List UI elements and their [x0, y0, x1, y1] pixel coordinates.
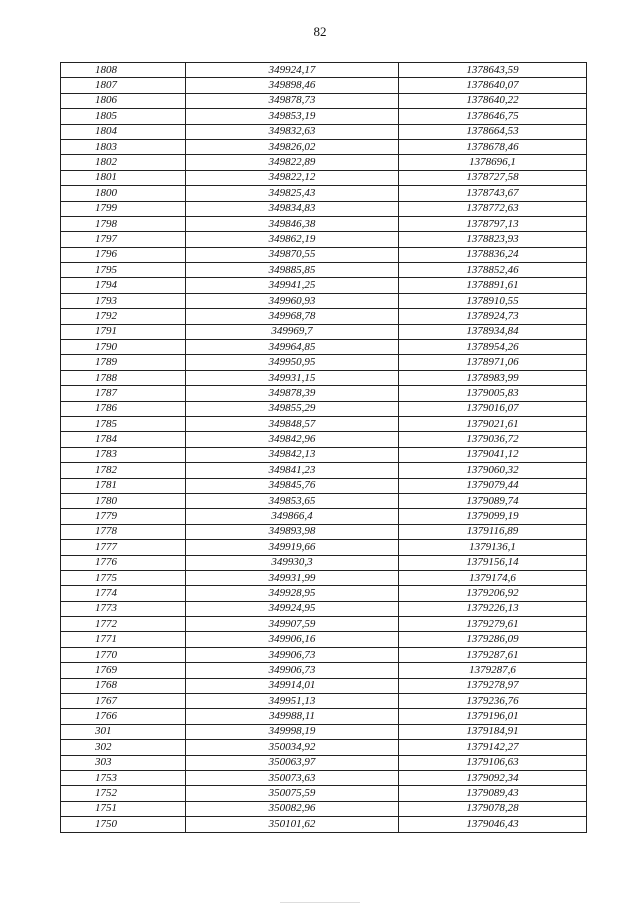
point-number-cell: 1783 [61, 447, 186, 462]
point-number-cell: 1778 [61, 524, 186, 539]
table-row [61, 432, 587, 447]
point-number-cell: 1788 [61, 370, 186, 385]
table-row [61, 355, 587, 370]
x-coordinate-cell: 349907,59 [186, 617, 399, 632]
y-coordinate-cell: 1379286,09 [399, 632, 587, 647]
point-number-cell: 1801 [61, 170, 186, 185]
point-number-cell: 1795 [61, 263, 186, 278]
table-row [61, 124, 587, 139]
point-number-cell: 1771 [61, 632, 186, 647]
x-coordinate-cell: 349960,93 [186, 293, 399, 308]
table-row [61, 617, 587, 632]
point-number-cell: 1779 [61, 509, 186, 524]
table-row [61, 416, 587, 431]
table-row [61, 278, 587, 293]
x-coordinate-cell: 349988,11 [186, 709, 399, 724]
y-coordinate-cell: 1379136,1 [399, 540, 587, 555]
page-number: 82 [313, 24, 327, 39]
x-coordinate-cell: 349919,66 [186, 540, 399, 555]
x-coordinate-cell: 350063,97 [186, 755, 399, 770]
y-coordinate-cell: 1379184,91 [399, 724, 587, 739]
table-row [61, 139, 587, 154]
point-number-cell: 1786 [61, 401, 186, 416]
x-coordinate-cell: 349941,25 [186, 278, 399, 293]
y-coordinate-cell: 1379287,61 [399, 647, 587, 662]
x-coordinate-cell: 350075,59 [186, 786, 399, 801]
table-row [61, 93, 587, 108]
y-coordinate-cell: 1378934,84 [399, 324, 587, 339]
y-coordinate-cell: 1379078,28 [399, 801, 587, 816]
x-coordinate-cell: 349841,23 [186, 463, 399, 478]
point-number-cell: 1803 [61, 139, 186, 154]
x-coordinate-cell: 349855,29 [186, 401, 399, 416]
y-coordinate-cell: 1379156,14 [399, 555, 587, 570]
point-number-cell: 1792 [61, 309, 186, 324]
x-coordinate-cell: 349906,16 [186, 632, 399, 647]
point-number-cell: 1769 [61, 663, 186, 678]
point-number-cell: 1793 [61, 293, 186, 308]
table-row [61, 786, 587, 801]
point-number-cell: 1787 [61, 386, 186, 401]
table-row [61, 370, 587, 385]
y-coordinate-cell: 1379142,27 [399, 740, 587, 755]
x-coordinate-cell: 349914,01 [186, 678, 399, 693]
point-number-cell: 1766 [61, 709, 186, 724]
point-number-cell: 1805 [61, 109, 186, 124]
point-number-cell: 1790 [61, 340, 186, 355]
y-coordinate-cell: 1378640,07 [399, 78, 587, 93]
y-coordinate-cell: 1378910,55 [399, 293, 587, 308]
table-row [61, 755, 587, 770]
y-coordinate-cell: 1379092,34 [399, 770, 587, 785]
x-coordinate-cell: 349924,95 [186, 601, 399, 616]
table-row [61, 186, 587, 201]
point-number-cell: 1794 [61, 278, 186, 293]
table-row [61, 770, 587, 785]
table-row [61, 647, 587, 662]
point-number-cell: 1804 [61, 124, 186, 139]
table-row [61, 78, 587, 93]
y-coordinate-cell: 1378696,1 [399, 155, 587, 170]
x-coordinate-cell: 349931,15 [186, 370, 399, 385]
x-coordinate-cell: 349832,63 [186, 124, 399, 139]
point-number-cell: 301 [61, 724, 186, 739]
y-coordinate-cell: 1379021,61 [399, 416, 587, 431]
table-row [61, 678, 587, 693]
x-coordinate-cell: 349842,13 [186, 447, 399, 462]
point-number-cell: 1780 [61, 493, 186, 508]
table-row [61, 216, 587, 231]
x-coordinate-cell: 349862,19 [186, 232, 399, 247]
x-coordinate-cell: 349842,96 [186, 432, 399, 447]
y-coordinate-cell: 1378743,67 [399, 186, 587, 201]
point-number-cell: 1800 [61, 186, 186, 201]
y-coordinate-cell: 1378646,75 [399, 109, 587, 124]
y-coordinate-cell: 1378678,46 [399, 139, 587, 154]
table-row [61, 694, 587, 709]
point-number-cell: 1773 [61, 601, 186, 616]
y-coordinate-cell: 1378852,46 [399, 263, 587, 278]
point-number-cell: 1799 [61, 201, 186, 216]
point-number-cell: 1791 [61, 324, 186, 339]
table-row [61, 586, 587, 601]
table-row [61, 632, 587, 647]
y-coordinate-cell: 1378924,73 [399, 309, 587, 324]
point-number-cell: 1785 [61, 416, 186, 431]
x-coordinate-cell: 349898,46 [186, 78, 399, 93]
point-number-cell: 302 [61, 740, 186, 755]
table-row [61, 540, 587, 555]
y-coordinate-cell: 1379089,43 [399, 786, 587, 801]
coordinates-table [60, 62, 587, 833]
x-coordinate-cell: 349950,95 [186, 355, 399, 370]
x-coordinate-cell: 349878,73 [186, 93, 399, 108]
table-row [61, 340, 587, 355]
x-coordinate-cell: 349998,19 [186, 724, 399, 739]
point-number-cell: 1807 [61, 78, 186, 93]
y-coordinate-cell: 1379089,74 [399, 493, 587, 508]
table-row [61, 155, 587, 170]
y-coordinate-cell: 1378640,22 [399, 93, 587, 108]
x-coordinate-cell: 349906,73 [186, 647, 399, 662]
point-number-cell: 1772 [61, 617, 186, 632]
x-coordinate-cell: 349893,98 [186, 524, 399, 539]
y-coordinate-cell: 1378772,63 [399, 201, 587, 216]
x-coordinate-cell: 349853,65 [186, 493, 399, 508]
x-coordinate-cell: 349906,73 [186, 663, 399, 678]
table-row [61, 386, 587, 401]
table-row [61, 601, 587, 616]
table-row [61, 509, 587, 524]
y-coordinate-cell: 1378727,58 [399, 170, 587, 185]
point-number-cell: 1750 [61, 817, 186, 832]
y-coordinate-cell: 1379060,32 [399, 463, 587, 478]
x-coordinate-cell: 349928,95 [186, 586, 399, 601]
y-coordinate-cell: 1378664,53 [399, 124, 587, 139]
x-coordinate-cell: 350101,62 [186, 817, 399, 832]
y-coordinate-cell: 1378797,13 [399, 216, 587, 231]
y-coordinate-cell: 1379206,92 [399, 586, 587, 601]
x-coordinate-cell: 349845,76 [186, 478, 399, 493]
table-row [61, 801, 587, 816]
table-row [61, 663, 587, 678]
point-number-cell: 1781 [61, 478, 186, 493]
x-coordinate-cell: 349924,17 [186, 63, 399, 78]
x-coordinate-cell: 349826,02 [186, 139, 399, 154]
y-coordinate-cell: 1379016,07 [399, 401, 587, 416]
table-row [61, 293, 587, 308]
x-coordinate-cell: 349848,57 [186, 416, 399, 431]
table-row [61, 570, 587, 585]
table-row [61, 109, 587, 124]
y-coordinate-cell: 1379005,83 [399, 386, 587, 401]
x-coordinate-cell: 349822,12 [186, 170, 399, 185]
x-coordinate-cell: 349969,7 [186, 324, 399, 339]
point-number-cell: 1774 [61, 586, 186, 601]
point-number-cell: 1806 [61, 93, 186, 108]
x-coordinate-cell: 350034,92 [186, 740, 399, 755]
point-number-cell: 1767 [61, 694, 186, 709]
point-number-cell: 1777 [61, 540, 186, 555]
point-number-cell: 1808 [61, 63, 186, 78]
table-row [61, 555, 587, 570]
coordinates-table-body [61, 63, 587, 833]
y-coordinate-cell: 1379079,44 [399, 478, 587, 493]
y-coordinate-cell: 1378891,61 [399, 278, 587, 293]
y-coordinate-cell: 1379287,6 [399, 663, 587, 678]
table-row [61, 740, 587, 755]
table-row [61, 263, 587, 278]
x-coordinate-cell: 349878,39 [186, 386, 399, 401]
y-coordinate-cell: 1379046,43 [399, 817, 587, 832]
point-number-cell: 1789 [61, 355, 186, 370]
x-coordinate-cell: 349834,83 [186, 201, 399, 216]
table-row [61, 709, 587, 724]
point-number-cell: 1770 [61, 647, 186, 662]
table-row [61, 63, 587, 78]
y-coordinate-cell: 1379174,6 [399, 570, 587, 585]
x-coordinate-cell: 349853,19 [186, 109, 399, 124]
table-row [61, 493, 587, 508]
x-coordinate-cell: 349885,85 [186, 263, 399, 278]
y-coordinate-cell: 1379106,63 [399, 755, 587, 770]
y-coordinate-cell: 1379196,01 [399, 709, 587, 724]
point-number-cell: 1768 [61, 678, 186, 693]
table-row [61, 309, 587, 324]
y-coordinate-cell: 1378836,24 [399, 247, 587, 262]
bottom-edge-mark [280, 902, 360, 903]
point-number-cell: 1751 [61, 801, 186, 816]
x-coordinate-cell: 349866,4 [186, 509, 399, 524]
x-coordinate-cell: 349822,89 [186, 155, 399, 170]
y-coordinate-cell: 1378971,06 [399, 355, 587, 370]
y-coordinate-cell: 1378983,99 [399, 370, 587, 385]
y-coordinate-cell: 1379226,13 [399, 601, 587, 616]
y-coordinate-cell: 1378954,26 [399, 340, 587, 355]
x-coordinate-cell: 349846,38 [186, 216, 399, 231]
table-row [61, 463, 587, 478]
point-number-cell: 1802 [61, 155, 186, 170]
y-coordinate-cell: 1378643,59 [399, 63, 587, 78]
point-number-cell: 1752 [61, 786, 186, 801]
table-row [61, 447, 587, 462]
table-row [61, 524, 587, 539]
table-row [61, 324, 587, 339]
x-coordinate-cell: 349951,13 [186, 694, 399, 709]
y-coordinate-cell: 1378823,93 [399, 232, 587, 247]
y-coordinate-cell: 1379279,61 [399, 617, 587, 632]
x-coordinate-cell: 349964,85 [186, 340, 399, 355]
y-coordinate-cell: 1379099,19 [399, 509, 587, 524]
y-coordinate-cell: 1379278,97 [399, 678, 587, 693]
point-number-cell: 303 [61, 755, 186, 770]
y-coordinate-cell: 1379041,12 [399, 447, 587, 462]
x-coordinate-cell: 350082,96 [186, 801, 399, 816]
table-row [61, 201, 587, 216]
point-number-cell: 1782 [61, 463, 186, 478]
table-row [61, 401, 587, 416]
table-row [61, 170, 587, 185]
x-coordinate-cell: 349825,43 [186, 186, 399, 201]
point-number-cell: 1775 [61, 570, 186, 585]
point-number-cell: 1784 [61, 432, 186, 447]
x-coordinate-cell: 349930,3 [186, 555, 399, 570]
point-number-cell: 1797 [61, 232, 186, 247]
x-coordinate-cell: 349968,78 [186, 309, 399, 324]
x-coordinate-cell: 349870,55 [186, 247, 399, 262]
y-coordinate-cell: 1379236,76 [399, 694, 587, 709]
y-coordinate-cell: 1379116,89 [399, 524, 587, 539]
table-row [61, 724, 587, 739]
x-coordinate-cell: 350073,63 [186, 770, 399, 785]
table-row [61, 478, 587, 493]
x-coordinate-cell: 349931,99 [186, 570, 399, 585]
table-row [61, 817, 587, 832]
y-coordinate-cell: 1379036,72 [399, 432, 587, 447]
point-number-cell: 1776 [61, 555, 186, 570]
table-row [61, 247, 587, 262]
point-number-cell: 1796 [61, 247, 186, 262]
table-row [61, 232, 587, 247]
point-number-cell: 1753 [61, 770, 186, 785]
point-number-cell: 1798 [61, 216, 186, 231]
